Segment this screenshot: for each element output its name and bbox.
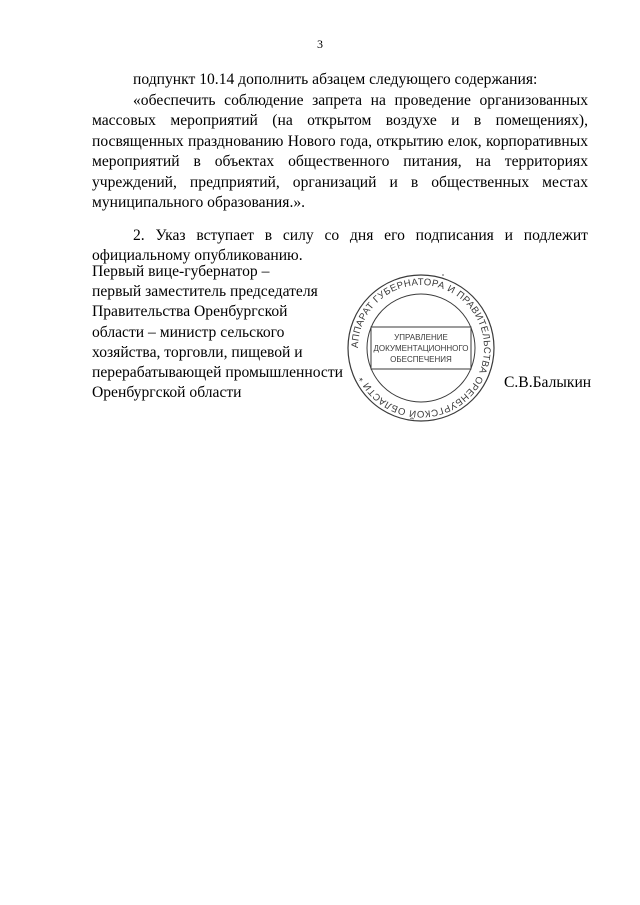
signatory-position: [92, 262, 362, 403]
paragraph-effective: 2. Указ вступает в силу со дня его подписания и подлежит официальному опубликованию.: [92, 226, 588, 264]
position-line: области – министр сельского: [92, 323, 285, 341]
paragraph-intro: подпункт 10.14 дополнить абзацем следующего содержания:: [133, 71, 538, 88]
position-line: перерабатывающей промышленности: [92, 364, 343, 382]
paragraph-quote: «обеспечить соблюдение запрета на проведение организованных массовых мероприятий (на открытом воздухе и в помещениях), посвященных празднованию Нового года, открытию елок, корпоративных мероприятий в объектах общественного питания, на территориях учреждений, предприятий, организаций и в общественных местах муниципального образования.».: [92, 91, 588, 211]
position-line: хозяйства, торговли, пищевой и: [92, 343, 303, 361]
position-line: Первый вице-губернатор –: [92, 263, 270, 280]
position-line: первый заместитель председателя: [92, 283, 318, 301]
position-line: Правительства Оренбургской: [92, 303, 288, 321]
stamp-inner-line: УПРАВЛЕНИЕ: [394, 333, 448, 342]
signatory-name: С.В.Балыкин: [504, 374, 592, 391]
official-stamp: [345, 272, 497, 424]
body-text: [92, 70, 588, 267]
stamp-inner-line: ДОКУМЕНТАЦИОННОГО: [373, 344, 469, 353]
position-line: Оренбургской области: [92, 384, 242, 402]
stamp-outer-textpath: АППАРАТ ГУБЕРНАТОРА И ПРАВИТЕЛЬСТВА ОРЕНБУРГСКОЙ ОБЛАСТИ *: [349, 276, 493, 420]
page-number: 3: [317, 37, 323, 51]
stamp-inner-line: ОБЕСПЕЧЕНИЯ: [390, 355, 452, 364]
